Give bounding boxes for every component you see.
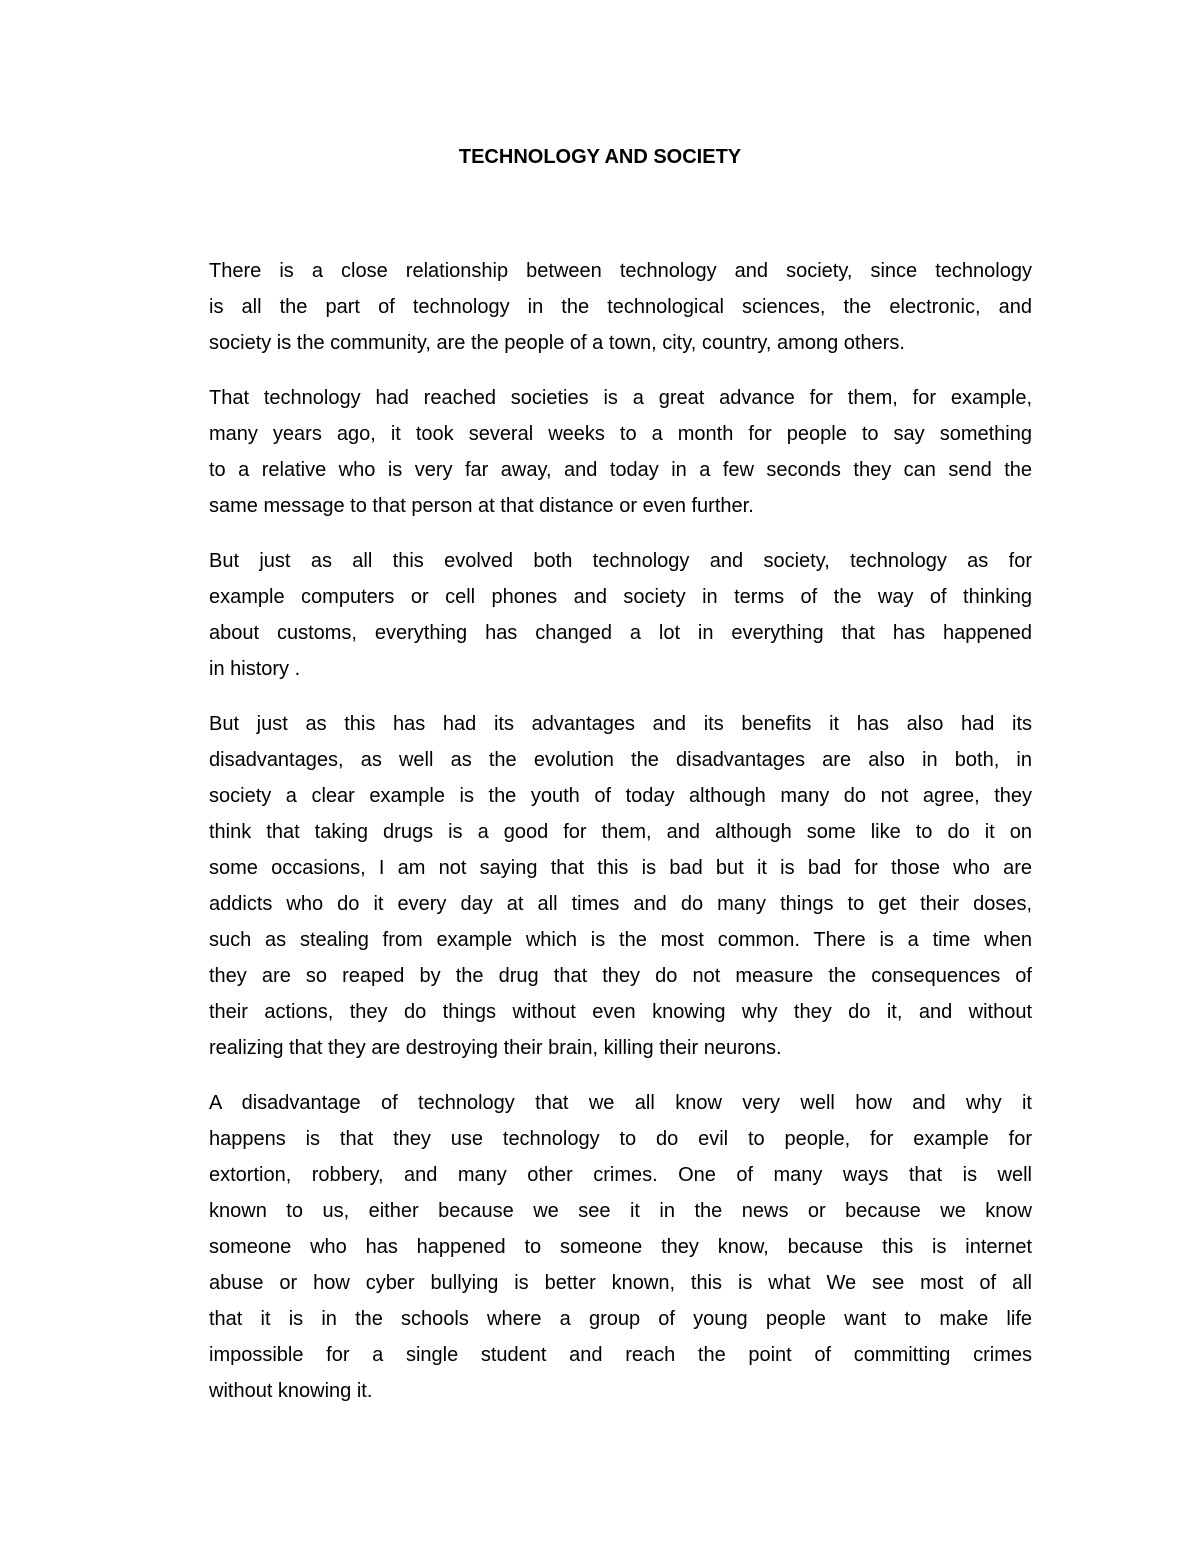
text-line: such as stealing from example which is the most common. There is a time when	[209, 929, 1032, 951]
text-line: without knowing it.	[209, 1380, 373, 1402]
document-body	[209, 253, 1032, 1428]
text-line: known to us, either because we see it in the news or because we know	[209, 1200, 1032, 1222]
text-line: think that taking drugs is a good for them, and although some like to do it on	[209, 821, 1032, 843]
text-line: A disadvantage of technology that we all know very well how and why it	[209, 1092, 1032, 1114]
text-line: But just as all this evolved both technology and society, technology as for	[209, 550, 1032, 572]
text-line: impossible for a single student and reach the point of committing crimes	[209, 1344, 1032, 1366]
text-line: their actions, they do things without even knowing why they do it, and without	[209, 1001, 1032, 1023]
text-line: realizing that they are destroying their brain, killing their neurons.	[209, 1037, 782, 1059]
text-line: disadvantages, as well as the evolution the disadvantages are also in both, in	[209, 749, 1032, 771]
text-line: that it is in the schools where a group of young people want to make life	[209, 1308, 1032, 1330]
text-line: in history .	[209, 658, 301, 680]
paragraph	[209, 253, 1032, 361]
document-title: TECHNOLOGY AND SOCIETY	[458, 146, 742, 168]
text-line: same message to that person at that distance or even further.	[209, 495, 754, 517]
paragraph	[209, 706, 1032, 1066]
text-line: many years ago, it took several weeks to a month for people to say something	[209, 423, 1032, 445]
text-line: There is a close relationship between technology and society, since technology	[209, 260, 1032, 282]
text-line: to a relative who is very far away, and today in a few seconds they can send the	[209, 459, 1032, 481]
paragraph	[209, 380, 1032, 524]
text-line: example computers or cell phones and society in terms of the way of thinking	[209, 586, 1032, 608]
text-line: society a clear example is the youth of today although many do not agree, they	[209, 785, 1032, 807]
text-line: they are so reaped by the drug that they do not measure the consequences of	[209, 965, 1032, 987]
text-line: some occasions, I am not saying that this is bad but it is bad for those who are	[209, 857, 1032, 879]
text-line: someone who has happened to someone they know, because this is internet	[209, 1236, 1032, 1258]
text-line: addicts who do it every day at all times and do many things to get their doses,	[209, 893, 1032, 915]
text-line: abuse or how cyber bullying is better known, this is what We see most of all	[209, 1272, 1032, 1294]
text-line: is all the part of technology in the technological sciences, the electronic, and	[209, 296, 1032, 318]
text-line: happens is that they use technology to do evil to people, for example for	[209, 1128, 1032, 1150]
paragraph	[209, 1085, 1032, 1409]
text-line: But just as this has had its advantages and its benefits it has also had its	[209, 713, 1032, 735]
text-line: society is the community, are the people of a town, city, country, among others.	[209, 332, 905, 354]
text-line: That technology had reached societies is a great advance for them, for example,	[209, 387, 1032, 409]
text-line: about customs, everything has changed a lot in everything that has happened	[209, 622, 1032, 644]
text-line: extortion, robbery, and many other crimes. One of many ways that is well	[209, 1164, 1032, 1186]
paragraph	[209, 543, 1032, 687]
